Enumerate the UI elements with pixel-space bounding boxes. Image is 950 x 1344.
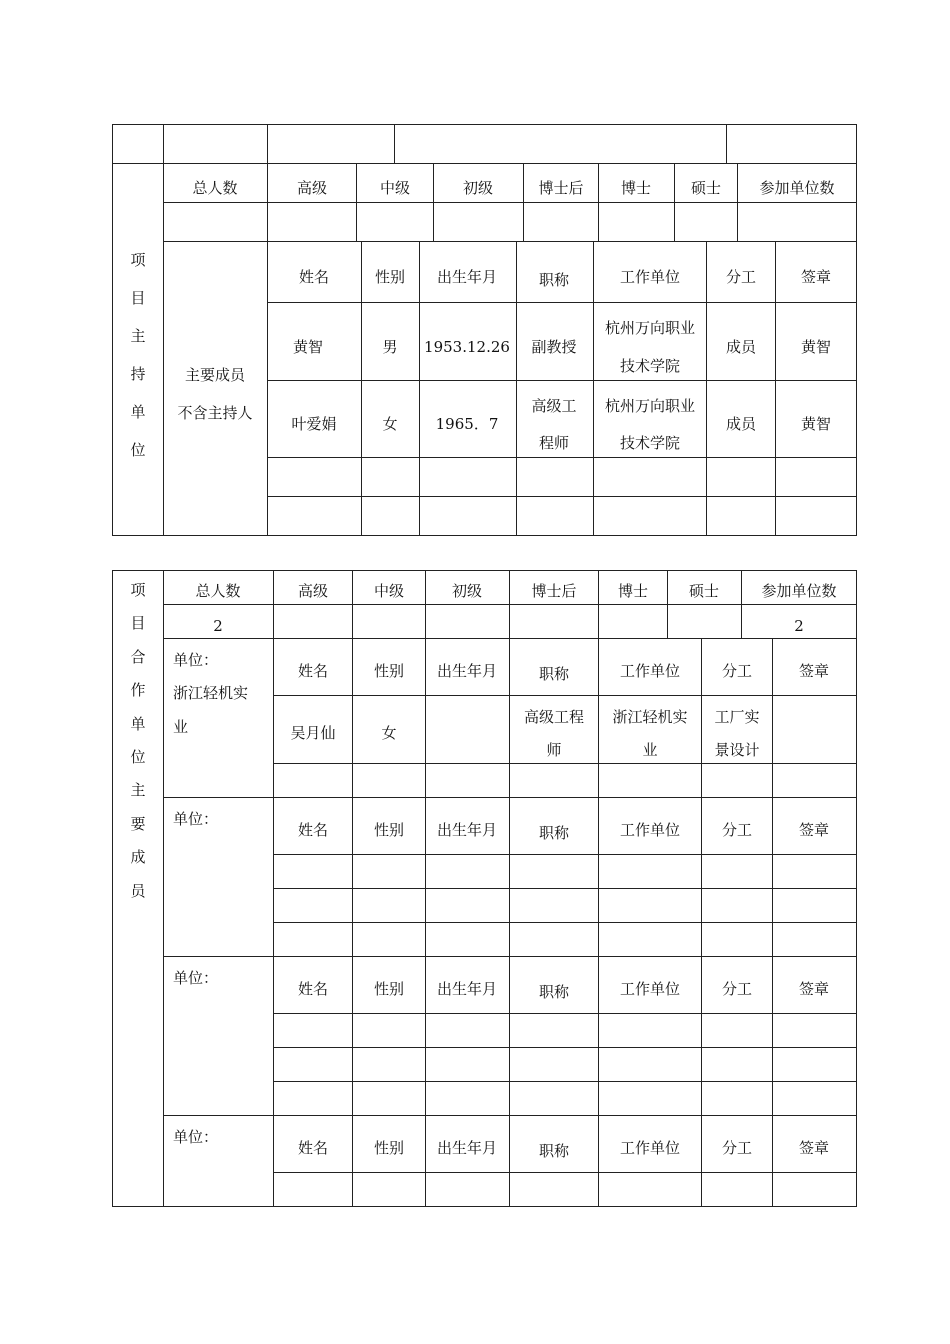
member-birth: 1965．7: [435, 415, 499, 433]
member-unit-line1: 杭州万向职业: [604, 397, 696, 415]
header-birth: 出生年月: [436, 662, 498, 680]
member-title-line2: 程师: [538, 434, 570, 452]
header-workplace: 工作单位: [619, 662, 681, 680]
header-workplace: 工作单位: [619, 268, 681, 286]
header-postdoc: 博士后: [538, 179, 584, 197]
member-seal: 黄智: [800, 415, 832, 433]
total-count-value: 2: [213, 617, 223, 635]
member-unit-line2: 技术学院: [619, 434, 681, 452]
header-name: 姓名: [297, 662, 329, 680]
header-total: 总人数: [195, 582, 241, 600]
header-birth: 出生年月: [436, 821, 498, 839]
header-name: 姓名: [297, 821, 329, 839]
header-master: 硕士: [688, 582, 720, 600]
header-phd: 博士: [617, 582, 649, 600]
member-title-line1: 高级工: [531, 397, 577, 415]
member-birth: 1953.12.26: [424, 338, 510, 356]
header-phd: 博士: [620, 179, 652, 197]
header-seal: 签章: [798, 662, 830, 680]
member-name: 叶爱娟: [291, 415, 337, 433]
header-master: 硕士: [690, 179, 722, 197]
member-role-line1: 工厂实: [714, 708, 760, 726]
header-gender: 性别: [373, 980, 405, 998]
member-gender: 女: [382, 415, 398, 433]
header-seal: 签章: [798, 821, 830, 839]
header-junior: 初级: [462, 179, 494, 197]
header-gender: 性别: [373, 1139, 405, 1157]
member-name: 黄智: [292, 338, 324, 356]
header-birth: 出生年月: [436, 1139, 498, 1157]
member-title-line2: 师: [546, 741, 562, 759]
header-name: 姓名: [298, 268, 330, 286]
header-senior: 高级: [297, 582, 329, 600]
header-gender: 性别: [374, 268, 406, 286]
member-gender: 男: [382, 338, 398, 356]
header-seal: 签章: [798, 1139, 830, 1157]
header-seal: 签章: [798, 980, 830, 998]
header-birth: 出生年月: [436, 980, 498, 998]
member-role: 成员: [725, 415, 757, 433]
member-title-line1: 高级工程: [523, 708, 585, 726]
header-title: 职称: [538, 983, 570, 1001]
members-label-line1: 主要成员: [184, 366, 246, 384]
members-label-line2: 不含主持人: [177, 404, 253, 422]
host-section-label: 项 目 主 持 单 位: [130, 251, 146, 459]
header-unit-count: 参加单位数: [761, 582, 837, 600]
header-gender: 性别: [373, 821, 405, 839]
member-name: 吴月仙: [290, 724, 336, 742]
unit-name-line1: 浙江轻机实: [173, 684, 249, 702]
header-intermediate: 中级: [373, 582, 405, 600]
unit-label: 单位：: [173, 1128, 219, 1146]
header-junior: 初级: [451, 582, 483, 600]
member-unit-line2: 业: [642, 741, 658, 759]
header-title: 职称: [538, 271, 570, 289]
member-title: 副教授: [531, 338, 577, 356]
member-unit-line1: 浙江轻机实: [612, 708, 688, 726]
header-title: 职称: [538, 1142, 570, 1160]
header-workplace: 工作单位: [619, 1139, 681, 1157]
header-name: 姓名: [297, 1139, 329, 1157]
member-gender: 女: [381, 724, 397, 742]
header-role: 分工: [725, 268, 757, 286]
header-title: 职称: [538, 665, 570, 683]
header-workplace: 工作单位: [619, 980, 681, 998]
unit-label: 单位：: [173, 651, 219, 669]
header-role: 分工: [721, 662, 753, 680]
member-unit-line1: 杭州万向职业: [604, 319, 696, 337]
coop-section-label: 项 目 合 作 单 位 主 要 成 员: [130, 581, 146, 900]
header-unit-count: 参加单位数: [759, 179, 835, 197]
header-gender: 性别: [373, 662, 405, 680]
member-unit-line2: 技术学院: [619, 357, 681, 375]
member-role-line2: 景设计: [714, 741, 760, 759]
header-role: 分工: [721, 980, 753, 998]
header-workplace: 工作单位: [619, 821, 681, 839]
unit-name-line2: 业: [173, 718, 189, 736]
header-name: 姓名: [297, 980, 329, 998]
unit-count-value: 2: [794, 617, 804, 635]
header-seal: 签章: [800, 268, 832, 286]
header-intermediate: 中级: [379, 179, 411, 197]
header-senior: 高级: [296, 179, 328, 197]
unit-label: 单位：: [173, 969, 219, 987]
member-seal: 黄智: [800, 338, 832, 356]
header-total: 总人数: [192, 179, 238, 197]
header-postdoc: 博士后: [531, 582, 577, 600]
header-role: 分工: [721, 821, 753, 839]
header-birth: 出生年月: [436, 268, 498, 286]
unit-label: 单位：: [173, 810, 219, 828]
header-role: 分工: [721, 1139, 753, 1157]
header-title: 职称: [538, 824, 570, 842]
member-role: 成员: [725, 338, 757, 356]
